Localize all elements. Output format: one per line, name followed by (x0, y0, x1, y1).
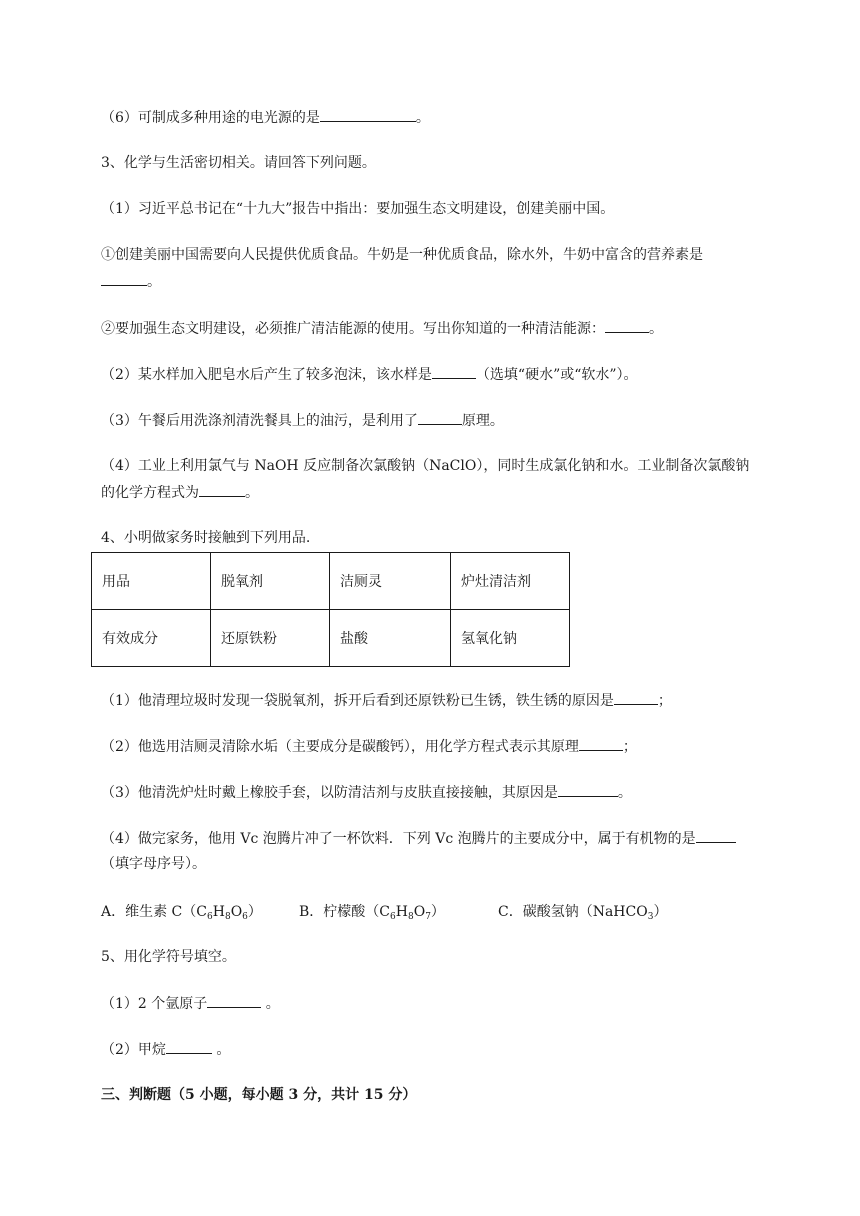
table-cell: 还原铁粉 (211, 610, 330, 667)
question-5-2: （2）甲烷 。 (101, 1039, 230, 1060)
question-4-4: （4）做完家务，他用 Vc 泡腾片冲了一杯饮料．下列 Vc 泡腾片的主要成分中，属于有机物的是 (101, 828, 736, 849)
question-4-2: （2）他选用洁厕灵清除水垢（主要成分是碳酸钙），用化学方程式表示其原理 ； (101, 736, 637, 757)
answer-blank (320, 107, 416, 122)
answer-blank (605, 318, 649, 333)
option-a: A．维生素 $C(C_6H_8O_6)$ (101, 904, 262, 922)
table-row (92, 610, 570, 667)
table-cell: 洁厕灵 (330, 553, 451, 610)
table-row (92, 553, 570, 610)
table-cell: 脱氧剂 (211, 553, 330, 610)
section-3-heading: 三、判断题（5 小题，每小题 3 分，共计 15 分） (101, 1087, 417, 1103)
question-2-6: （6）可制成多种用途的电光源的是 。 (101, 107, 430, 128)
question-3-1: （1）习近平总书记在“十九大”报告中指出：要加强生态文明建设，创建美丽中国。 (101, 201, 615, 217)
table-cell: 盐酸 (330, 610, 451, 667)
question-3-4: （4）工业上利用氯气与 NaOH 反应制备次氯酸钠（NaClO），同时生成氯化钠和水。工业制备次氯酸钠 (101, 458, 750, 474)
answer-blank (432, 364, 476, 379)
household-items-table (91, 552, 570, 667)
question-3-2: （2）某水样加入肥皂水后产生了较多泡沫，该水样是 （选填“硬水”或“软水”）。 (101, 364, 638, 385)
answer-blank (579, 736, 623, 751)
answer-blank (101, 271, 147, 286)
answer-blank (558, 782, 618, 797)
q2-6-text: （6）可制成多种用途的电光源的是 (101, 110, 320, 126)
table-cell: 用品 (92, 553, 211, 610)
question-3-title: 3、化学与生活密切相关。请回答下列问题。 (101, 155, 376, 171)
question-3-1a: ①创建美丽中国需要向人民提供优质食品。牛奶是一种优质食品，除水外，牛奶中富含的营养素是 (101, 247, 703, 263)
question-4-title: 4、小明做家务时接触到下列用品. (101, 530, 311, 546)
table-cell: 氢氧化钠 (451, 610, 570, 667)
question-5-title: 5、用化学符号填空。 (101, 949, 236, 965)
question-3-1a-cont: 。 (101, 271, 161, 292)
answer-blank (696, 828, 736, 843)
question-4-4-cont: （填字母序号）。 (101, 856, 206, 872)
table-cell: 炉灶清洁剂 (451, 553, 570, 610)
question-3-3: （3）午餐后用洗涤剂清洗餐具上的油污，是利用了 原理。 (101, 410, 504, 431)
option-b: B．柠檬酸$(C_6H_8O_7)$ (299, 904, 445, 922)
question-3-1b: ②要加强生态文明建设，必须推广清洁能源的使用。写出你知道的一种清洁能源： 。 (101, 318, 663, 339)
option-c: C．碳酸氢钠（NaHCO$_3$） (498, 904, 668, 922)
answer-blank (207, 993, 261, 1008)
table-cell: 有效成分 (92, 610, 211, 667)
answer-blank (418, 410, 462, 425)
question-4-3: （3）他清洗炉灶时戴上橡胶手套，以防清洁剂与皮肤直接接触，其原因是 。 (101, 782, 632, 803)
answer-blank (614, 690, 658, 705)
question-3-4-cont: 的化学方程式为 。 (101, 482, 259, 503)
question-4-1: （1）他清理垃圾时发现一袋脱氧剂，拆开后看到还原铁粉已生锈，铁生锈的原因是 ； (101, 690, 672, 711)
answer-blank (166, 1039, 212, 1054)
question-5-1: （1）2 个氩原子 。 (101, 993, 280, 1014)
answer-blank (199, 482, 245, 497)
